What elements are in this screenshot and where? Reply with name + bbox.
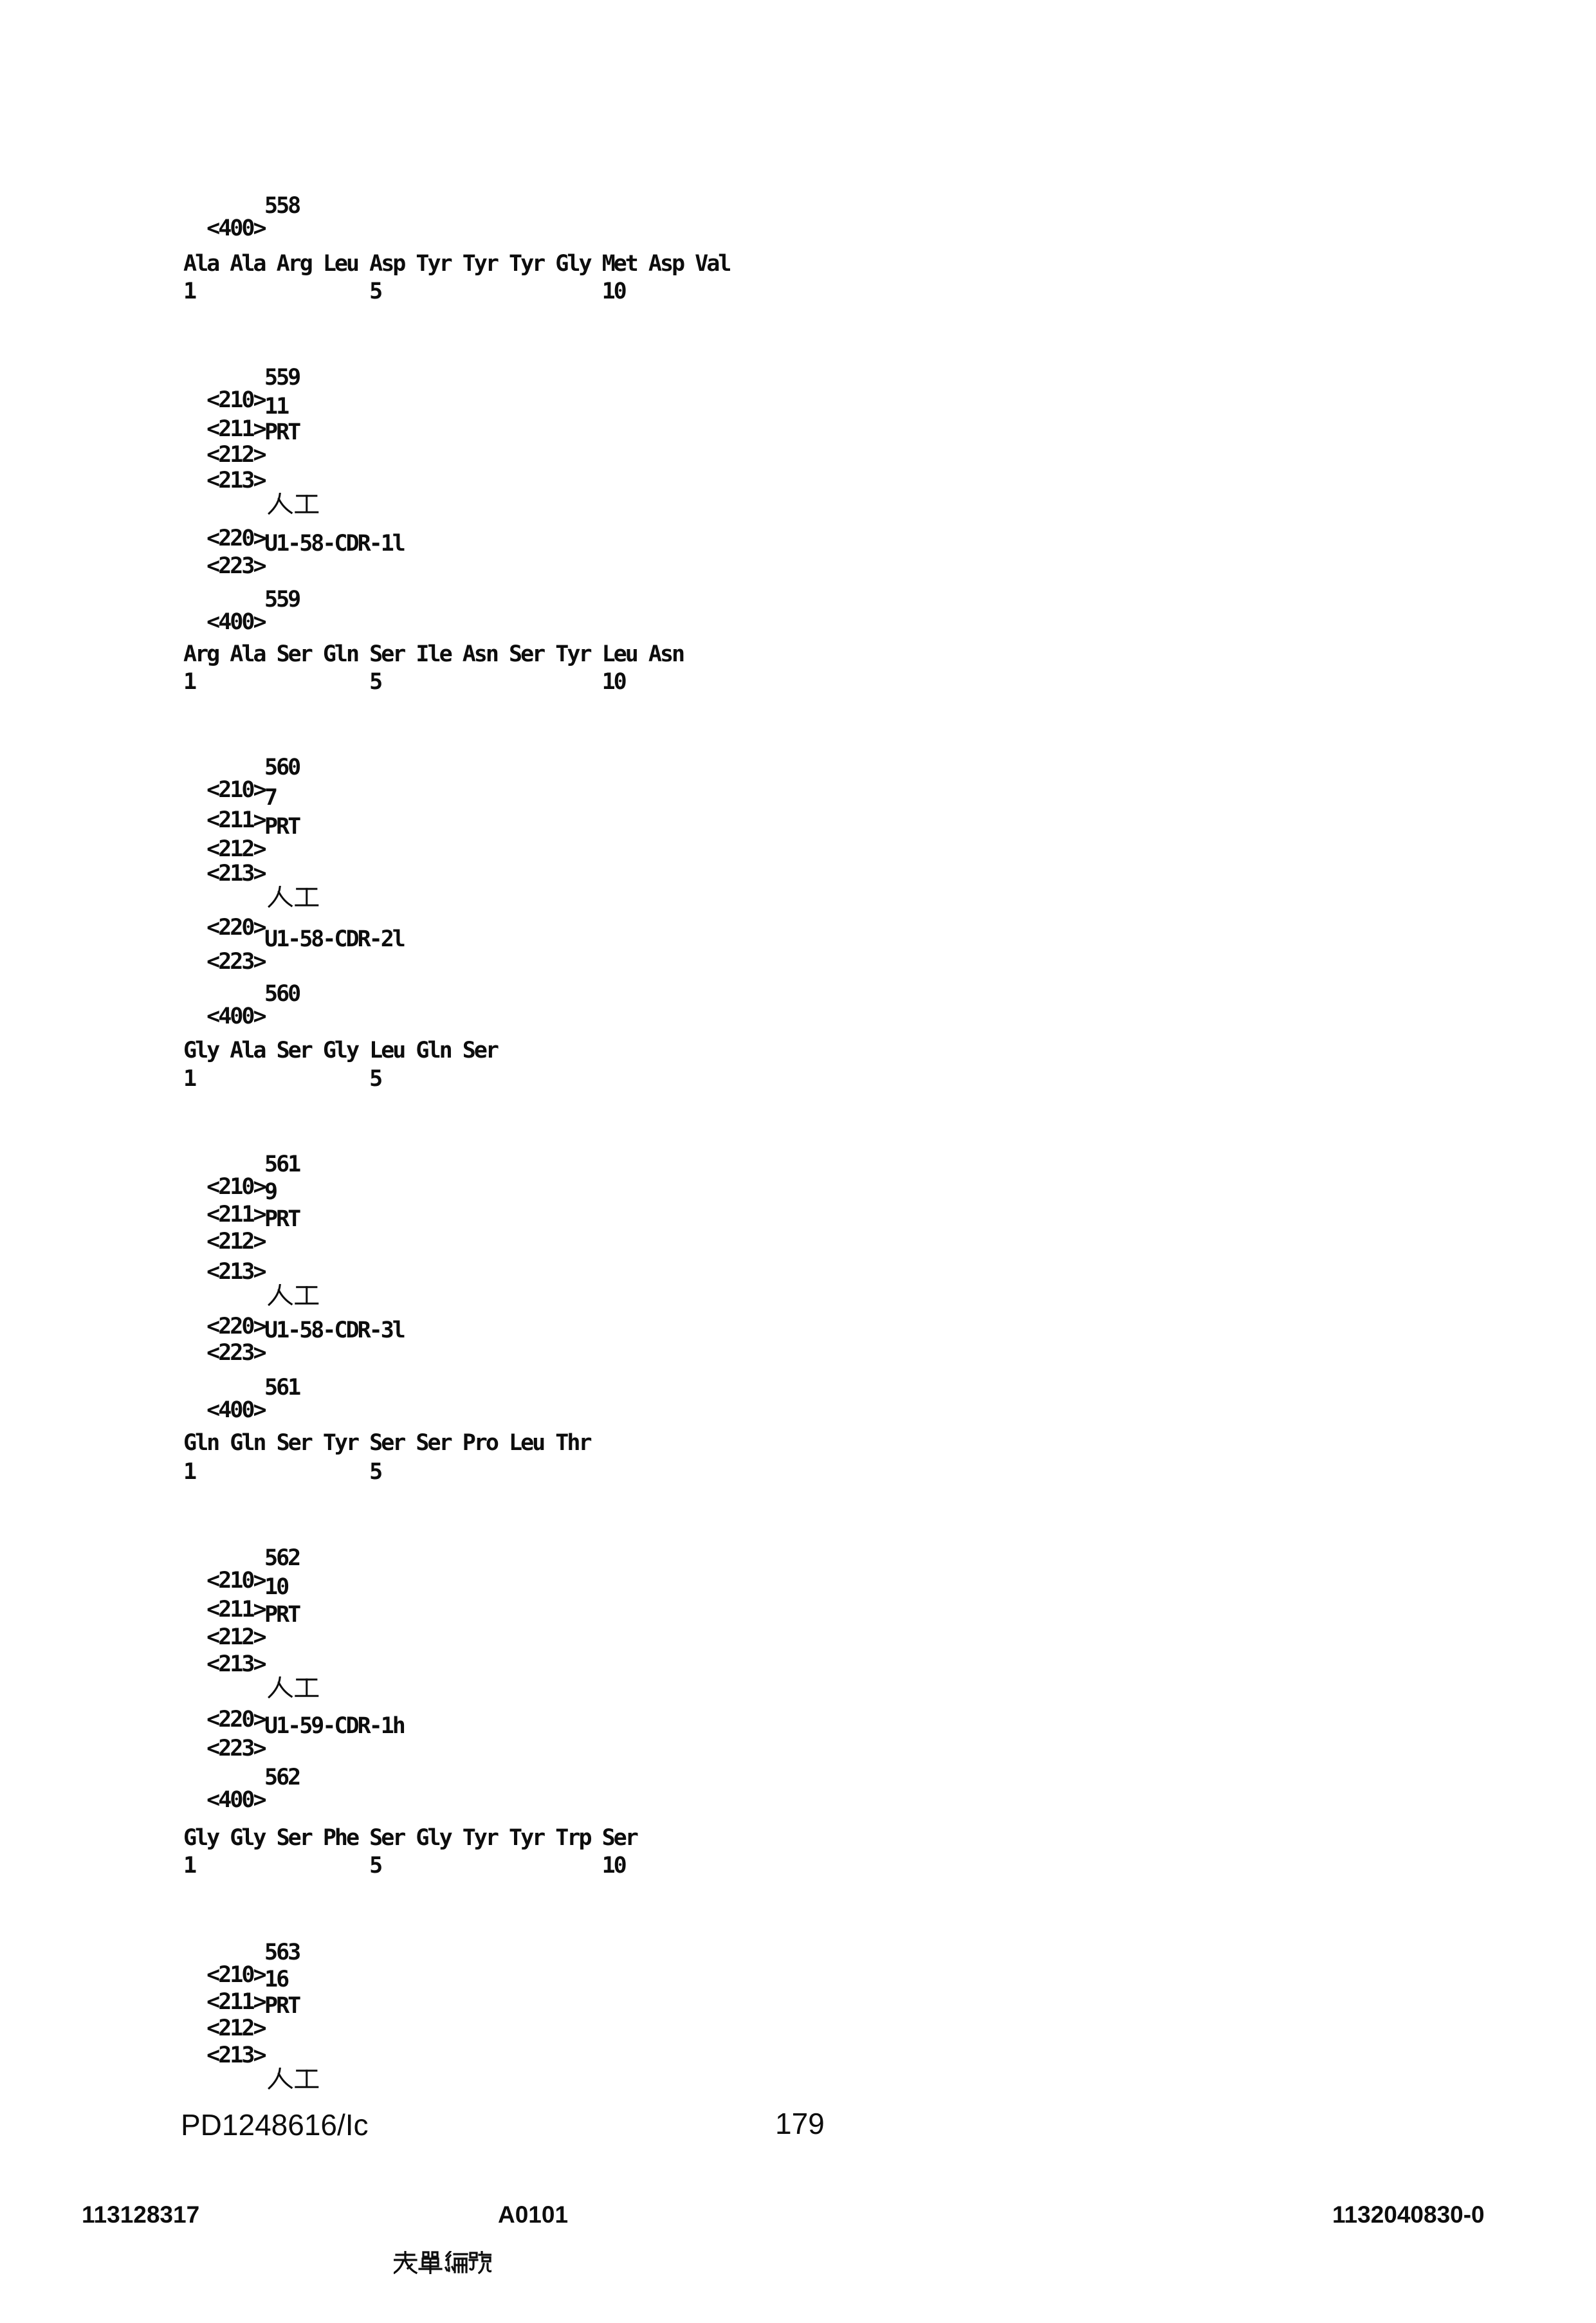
tag-210: <210>: [206, 387, 265, 413]
form-label-cjk: [394, 2203, 491, 2322]
seq-id: 561: [264, 1152, 300, 1177]
sequence-line: Ala Ala Arg Leu Asp Tyr Tyr Tyr Gly Met Asp Val: [183, 251, 730, 277]
tag-213: <213>: [206, 1651, 265, 1677]
tag-211: <211>: [206, 1202, 265, 1227]
tag-213: <213>: [206, 2043, 265, 2068]
tag-223: <223>: [206, 1340, 265, 1366]
seq-type: PRT: [264, 814, 300, 840]
tag-211: <211>: [206, 1989, 265, 2015]
tag-400: <400>: [206, 1787, 265, 1813]
sequence-line: Gly Gly Ser Phe Ser Gly Tyr Tyr Trp Ser: [183, 1825, 637, 1851]
tag-210: <210>: [206, 1174, 265, 1200]
tag-220: <220>: [206, 526, 265, 551]
tag-line-213: [183, 2022, 265, 2089]
tag-220: <220>: [206, 915, 265, 941]
tag-211: <211>: [206, 416, 265, 442]
tag-220: <220>: [206, 1707, 265, 1732]
seq-id: 558: [264, 193, 300, 219]
seq-note: U1-59-CDR-1h: [264, 1713, 404, 1739]
sequence-line: Gly Ala Ser Gly Leu Gln Ser: [183, 1038, 497, 1063]
tag-line-400: [183, 1765, 300, 1834]
tag-212: <212>: [206, 1624, 265, 1650]
tag-400: <400>: [206, 1004, 265, 1029]
tag-400: <400>: [206, 1397, 265, 1423]
document-reference: PD1248616/Ic: [181, 2108, 369, 2142]
seq-id: 560: [264, 981, 300, 1007]
seq-id: 562: [264, 1765, 300, 1790]
tag-210: <210>: [206, 777, 265, 803]
seq-length: 9: [264, 1179, 277, 1205]
tag-220: <220>: [206, 1314, 265, 1339]
position-ruler: 1 5: [183, 1459, 381, 1485]
seq-id: 559: [264, 587, 300, 612]
sequence-line: Gln Gln Ser Tyr Ser Ser Pro Leu Thr: [183, 1430, 591, 1456]
form-code: A0101: [498, 2201, 569, 2228]
seq-type: PRT: [264, 1602, 300, 1628]
tag-211: <211>: [206, 807, 265, 833]
seq-note: U1-58-CDR-1l: [264, 531, 404, 556]
position-ruler: 1 5 10: [183, 1853, 625, 1878]
seq-note: U1-58-CDR-2l: [264, 926, 404, 952]
tag-223: <223>: [206, 949, 265, 975]
tag-223: <223>: [206, 1736, 265, 1761]
seq-length: 10: [264, 1574, 288, 1600]
seq-note: U1-58-CDR-3l: [264, 1318, 404, 1343]
position-ruler: 1 5 10: [183, 669, 625, 695]
seq-type: PRT: [264, 1206, 300, 1232]
tag-213: <213>: [206, 1259, 265, 1285]
tag-223: <223>: [206, 553, 265, 579]
tag-211: <211>: [206, 1597, 265, 1622]
tag-400: <400>: [206, 609, 265, 635]
seq-id: 559: [264, 365, 300, 390]
seq-length: 11: [264, 394, 288, 419]
control-number: 1132040830-0: [1332, 2201, 1485, 2228]
tag-212: <212>: [206, 1229, 265, 1254]
sequence-line: Arg Ala Ser Gln Ser Ile Asn Ser Tyr Leu Asn: [183, 641, 684, 667]
seq-length: 16: [264, 1967, 288, 1992]
application-number: 113128317: [82, 2201, 200, 2228]
form-number: [394, 2203, 568, 2322]
seq-id: 561: [264, 1375, 300, 1400]
tag-212: <212>: [206, 836, 265, 862]
seq-id: 563: [264, 1940, 300, 1965]
tag-400: <400>: [206, 216, 265, 241]
tag-210: <210>: [206, 1568, 265, 1593]
seq-id: 560: [264, 755, 300, 780]
seq-type: PRT: [264, 1993, 300, 2019]
seq-id: 562: [264, 1545, 300, 1571]
position-ruler: 1 5: [183, 1066, 381, 1092]
tag-210: <210>: [206, 1962, 265, 1988]
seq-length: 7: [264, 785, 277, 811]
tag-213: <213>: [206, 468, 265, 493]
tag-212: <212>: [206, 442, 265, 468]
tag-212: <212>: [206, 2015, 265, 2041]
seq-type: PRT: [264, 419, 300, 445]
position-ruler: 1 5 10: [183, 279, 625, 304]
page-number: 179: [775, 2107, 825, 2140]
tag-213: <213>: [206, 861, 265, 886]
